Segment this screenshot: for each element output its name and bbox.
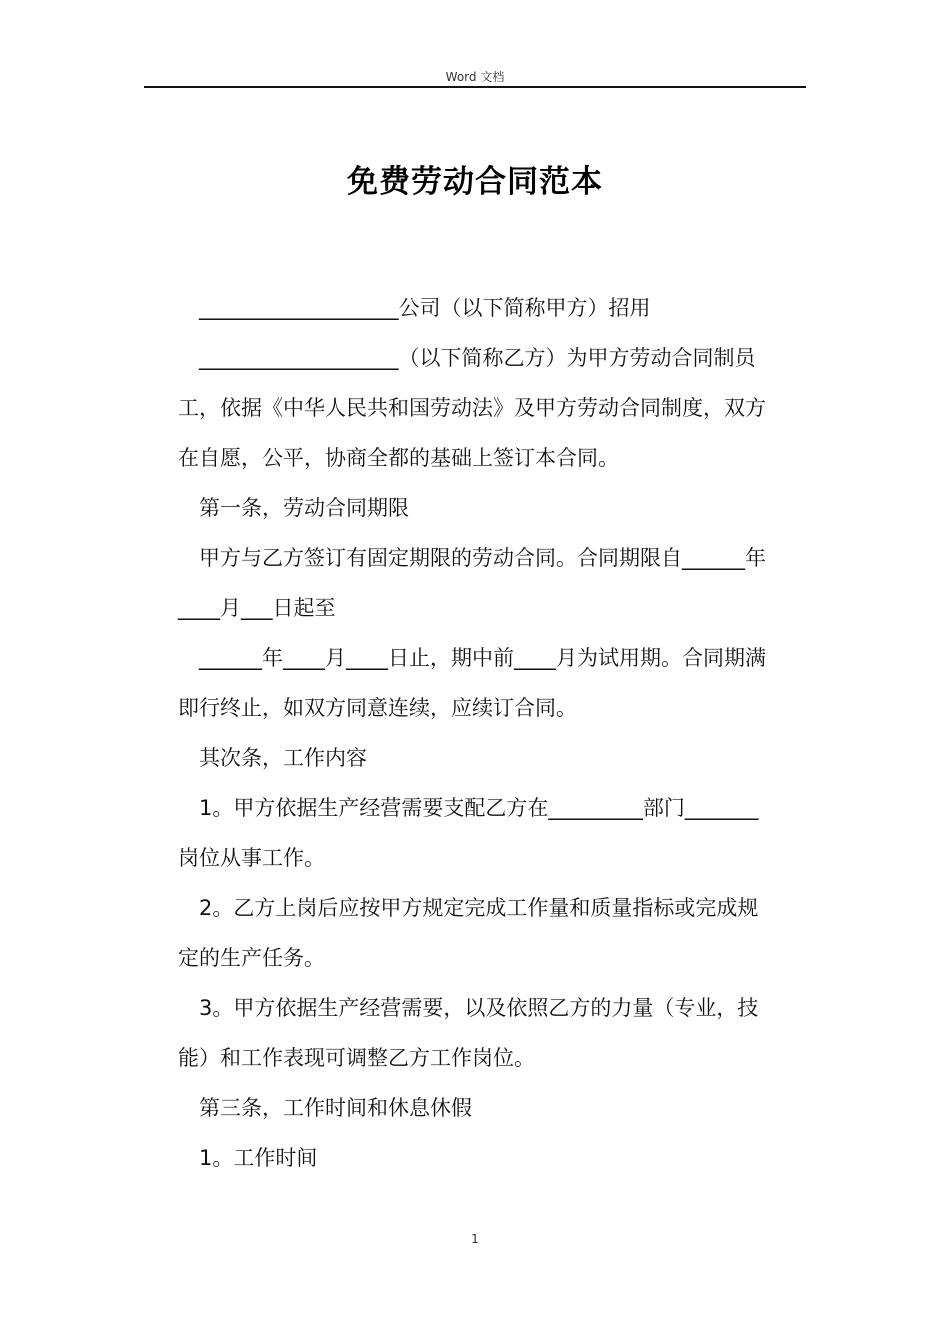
body-line: ___________________（以下简称乙方）为甲方劳动合同制员 bbox=[199, 346, 756, 370]
body-line: ____月___日起至 bbox=[178, 596, 336, 620]
section-heading: 第三条，工作时间和休息休假 bbox=[199, 1096, 472, 1120]
section-heading: 第一条，劳动合同期限 bbox=[199, 496, 409, 520]
body-line: 岗位从事工作。 bbox=[178, 846, 325, 870]
body-line: 定的生产任务。 bbox=[178, 946, 325, 970]
body-line: 甲方与乙方签订有固定期限的劳动合同。合同期限自______年 bbox=[199, 546, 766, 570]
page-number: 1 bbox=[471, 1232, 479, 1246]
body-line: ______年____月____日止，期中前____月为试用期。合同期满 bbox=[199, 646, 766, 670]
body-line: 即行终止，如双方同意连续，应续订合同。 bbox=[178, 696, 577, 720]
body-line: 工，依据《中华人民共和国劳动法》及甲方劳动合同制度，双方 bbox=[178, 396, 766, 420]
body-line: ___________________公司（以下简称甲方）招用 bbox=[199, 296, 651, 320]
section-heading: 其次条，工作内容 bbox=[199, 746, 367, 770]
body-line: 在自愿，公平，协商全都的基础上签订本合同。 bbox=[178, 446, 619, 470]
body-line: 能）和工作表现可调整乙方工作岗位。 bbox=[178, 1046, 535, 1070]
document-title: 免费劳动合同范本 bbox=[347, 164, 603, 200]
body-line: 2。乙方上岗后应按甲方规定完成工作量和质量指标或完成规 bbox=[199, 896, 759, 920]
body-line: 1。工作时间 bbox=[199, 1146, 318, 1170]
body-line: 3。甲方依据生产经营需要，以及依照乙方的力量（专业，技 bbox=[199, 996, 759, 1020]
page-header-label: Word 文档 bbox=[445, 70, 505, 84]
header-divider bbox=[144, 86, 806, 88]
body-line: 1。甲方依据生产经营需要支配乙方在_________部门_______ bbox=[199, 796, 759, 820]
